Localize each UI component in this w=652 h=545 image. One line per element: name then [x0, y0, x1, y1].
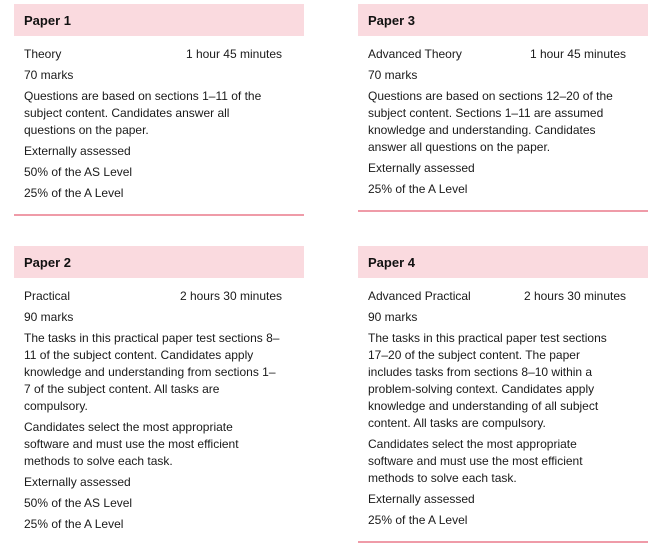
a-level-weight: 25% of the A Level — [368, 182, 468, 196]
paper-3-card — [358, 4, 648, 212]
paper-1-card — [14, 4, 304, 216]
component-row — [368, 288, 638, 305]
paper-title: Paper 1 — [14, 4, 304, 36]
paper-details — [14, 278, 304, 545]
paper-4-card — [358, 246, 648, 543]
marks: 90 marks — [368, 310, 418, 324]
as-level-weight: 50% of the AS Level — [24, 165, 133, 179]
component-name: Practical — [24, 289, 71, 303]
paper-title: Paper 4 — [358, 246, 648, 278]
software-note: Candidates select the most appropriate software and must use the most efficient methods to solve each task. — [368, 437, 583, 485]
assessment-type: Externally assessed — [24, 475, 131, 489]
a-level-weight: 25% of the A Level — [368, 513, 468, 527]
paper-details — [358, 278, 648, 541]
component-name: Advanced Practical — [368, 289, 471, 303]
component-row — [24, 46, 294, 63]
paper-details — [358, 36, 648, 210]
component-row — [24, 288, 294, 305]
assessment-type: Externally assessed — [368, 492, 475, 506]
duration: 2 hours 30 minutes — [523, 289, 626, 303]
duration: 1 hour 45 minutes — [185, 47, 282, 61]
paper-title: Paper 3 — [358, 4, 648, 36]
duration: 1 hour 45 minutes — [529, 47, 626, 61]
marks: 90 marks — [24, 310, 74, 324]
as-level-weight: 50% of the AS Level — [24, 496, 133, 510]
paper-details — [14, 36, 304, 214]
paper-2-card — [14, 246, 304, 545]
a-level-weight: 25% of the A Level — [24, 186, 124, 200]
description: Questions are based on sections 12–20 of the subject content. Sections 1–11 are assumed knowledge and understanding. Candidates answer all questions on the paper. — [368, 89, 613, 154]
assessment-type: Externally assessed — [368, 161, 475, 175]
assessment-type: Externally assessed — [24, 144, 131, 158]
description: Questions are based on sections 1–11 of the subject content. Candidates answer all questions on the paper. — [24, 89, 262, 137]
marks: 70 marks — [368, 68, 418, 82]
marks: 70 marks — [24, 68, 74, 82]
component-name: Advanced Theory — [368, 47, 462, 61]
duration: 2 hours 30 minutes — [179, 289, 282, 303]
description: The tasks in this practical paper test sections 8–11 of the subject content. Candidates apply knowledge and understanding from sections 1–7 of the subject content. All tasks are compulsory. — [24, 331, 280, 413]
paper-title: Paper 2 — [14, 246, 304, 278]
component-name: Theory — [24, 47, 62, 61]
component-row — [368, 46, 638, 63]
description: The tasks in this practical paper test sections 17–20 of the subject content. The paper includes tasks from sections 8–10 within a problem-solving context. Candidates apply knowledge and understanding of all subject content. All tasks are compulsory. — [368, 331, 607, 430]
software-note: Candidates select the most appropriate software and must use the most efficient methods to solve each task. — [24, 420, 239, 468]
a-level-weight: 25% of the A Level — [24, 517, 124, 531]
